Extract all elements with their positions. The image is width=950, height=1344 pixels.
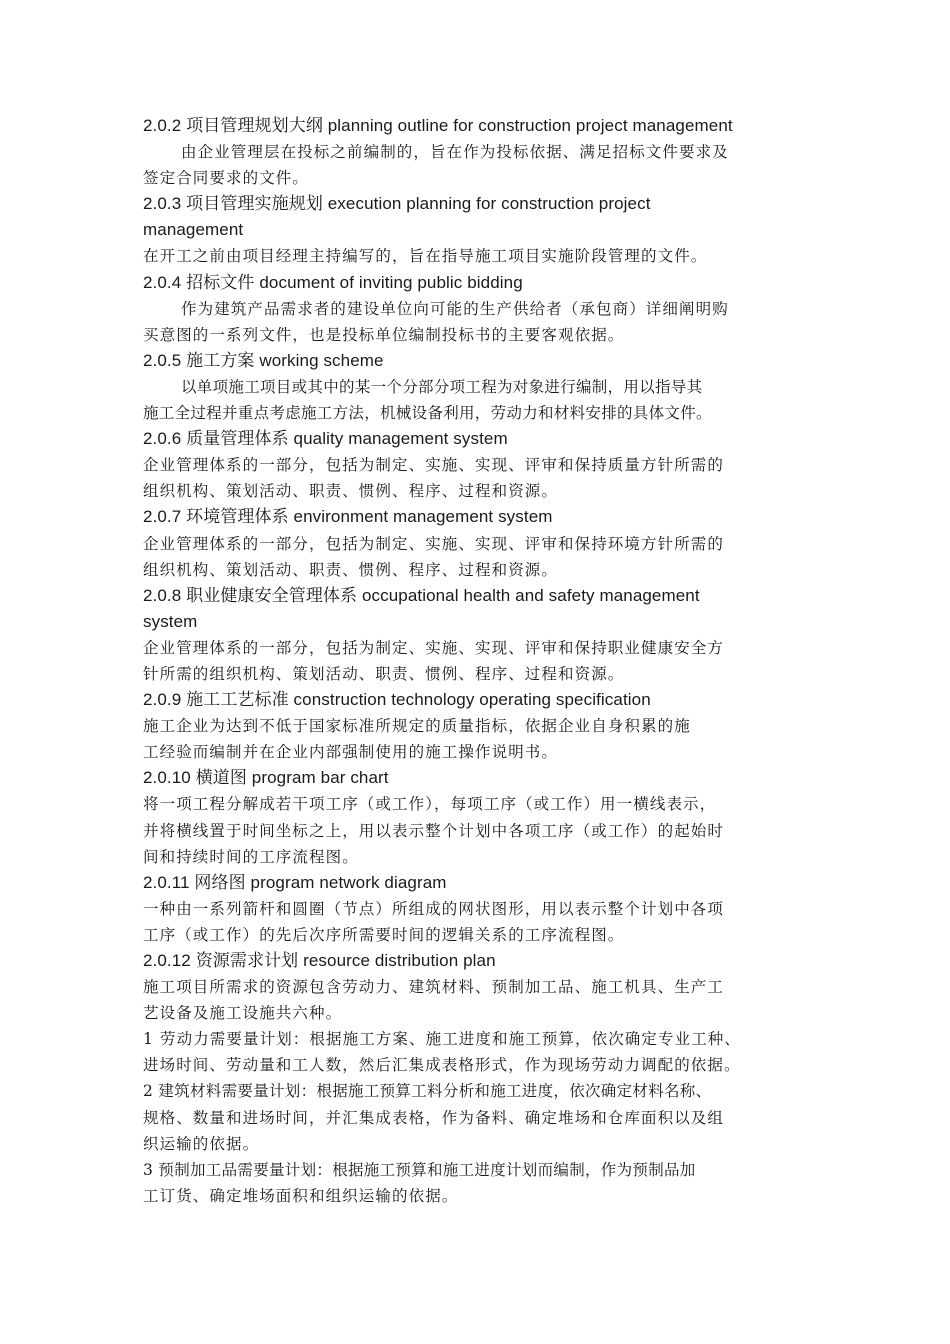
body-text-line: 工订货、确定堆场面积和组织运输的依据。 [143, 1186, 459, 1205]
body-text-line: 一种由一系列箭杆和圆圈（节点）所组成的网状图形，用以表示整个计划中各项 [143, 899, 725, 918]
body-text-line: 组织机构、策划活动、职责、惯例、程序、过程和资源。 [143, 482, 559, 501]
body-text-line: 施工项目所需求的资源包含劳动力、建筑材料、预制加工品、施工机具、生产工 [143, 978, 725, 997]
body-text-line: 间和持续时间的工序流程图。 [143, 847, 359, 866]
body-text-line: 以单项施工项目或其中的某一个分部分项工程为对象进行编制，用以指导其 [181, 377, 703, 396]
body-text-line: 作为建筑产品需求者的建设单位向可能的生产供给者（承包商）详细阐明购 [181, 299, 729, 318]
body-text-line: 织运输的依据。 [143, 1134, 260, 1153]
body-text-line: 在开工之前由项目经理主持编写的，旨在指导施工项目实施阶段管理的文件。 [143, 247, 708, 266]
body-text-line: 工序（或工作）的先后次序所需要时间的逻辑关系的工序流程图。 [143, 925, 625, 944]
body-text-line: 施工企业为达到不低于国家标准所规定的质量指标，依据企业自身积累的施 [143, 717, 691, 736]
section-heading: 2.0.6 质量管理体系 quality management system [143, 429, 508, 449]
body-text-line: 2 建筑材料需要量计划：根据施工预算工料分析和施工进度，依次确定材料名称、 [143, 1082, 712, 1101]
body-text-line: 工经验而编制并在企业内部强制使用的施工操作说明书。 [143, 743, 559, 762]
body-text-line: 并将横线置于时间坐标之上，用以表示整个计划中各项工序（或工作）的起始时 [143, 821, 725, 840]
section-heading: 2.0.9 施工工艺标准 construction technology operating specification [143, 690, 651, 710]
body-text-line: 企业管理体系的一部分，包括为制定、实施、实现、评审和保持职业健康安全方 [143, 638, 725, 657]
body-text-line: 将一项工程分解成若干项工序（或工作），每项工序（或工作）用一横线表示， [143, 795, 717, 814]
body-text-line: 3 预制加工品需要量计划：根据施工预算和施工进度计划而编制，作为预制品加 [143, 1160, 696, 1179]
section-heading: 2.0.4 招标文件 document of inviting public bidding [143, 272, 523, 292]
body-text-line: 针所需的组织机构、策划活动、职责、惯例、程序、过程和资源。 [143, 664, 625, 683]
body-text-line: 买意图的一系列文件，也是投标单位编制投标书的主要客观依据。 [143, 325, 625, 344]
body-text-line: 组织机构、策划活动、职责、惯例、程序、过程和资源。 [143, 560, 559, 579]
body-text-line: 艺设备及施工设施共六种。 [143, 1004, 343, 1023]
body-text-line: 企业管理体系的一部分，包括为制定、实施、实现、评审和保持质量方针所需的 [143, 456, 725, 475]
body-text-line: 签定合同要求的文件。 [143, 169, 310, 188]
section-heading: 2.0.2 项目管理规划大纲 planning outline for construction project management [143, 116, 733, 135]
section-heading: 2.0.8 职业健康安全管理体系 occupational health and safety management [143, 585, 700, 605]
body-text-line: 规格、数量和进场时间，并汇集成表格，作为备料、确定堆场和仓库面积以及组 [143, 1108, 725, 1127]
body-text-line: 由企业管理层在投标之前编制的，旨在作为投标依据、满足招标文件要求及 [181, 143, 729, 162]
body-text-line: 1 劳动力需要量计划：根据施工方案、施工进度和施工预算，依次确定专业工种、 [143, 1030, 741, 1049]
section-heading: system [143, 611, 198, 631]
body-text-line: 企业管理体系的一部分，包括为制定、实施、实现、评审和保持环境方针所需的 [143, 534, 725, 553]
section-heading: 2.0.11 网络图 program network diagram [143, 872, 447, 892]
section-heading: 2.0.3 项目管理实施规划 execution planning for construction project [143, 194, 651, 214]
section-heading: 2.0.7 环境管理体系 environment management system [143, 507, 553, 527]
body-text-line: 进场时间、劳动量和工人数，然后汇集成表格形式，作为现场劳动力调配的依据。 [143, 1056, 741, 1075]
section-heading: 2.0.5 施工方案 working scheme [143, 350, 384, 370]
section-heading: 2.0.10 横道图 program bar chart [143, 768, 389, 788]
document-page [143, 113, 811, 1209]
section-heading: management [143, 220, 244, 240]
section-heading: 2.0.12 资源需求计划 resource distribution plan [143, 951, 496, 970]
body-text-line: 施工全过程并重点考虑施工方法，机械设备利用，劳动力和材料安排的具体文件。 [143, 404, 712, 423]
